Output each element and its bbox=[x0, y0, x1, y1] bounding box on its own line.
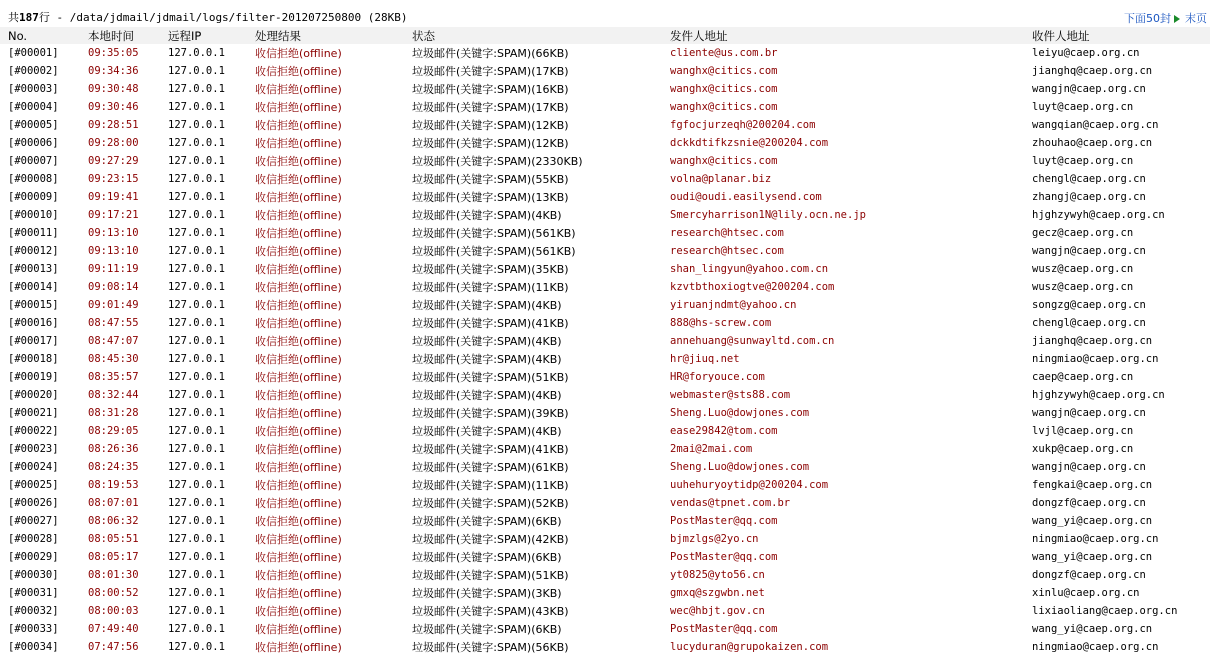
table-row[interactable] bbox=[0, 116, 1210, 134]
row-result: 收信拒绝(offline) bbox=[255, 407, 342, 420]
row-result: 收信拒绝(offline) bbox=[255, 83, 342, 96]
row-number: [#00028] bbox=[8, 533, 59, 545]
row-sender: ease29842@tom.com bbox=[670, 425, 778, 437]
row-sender: HR@foryouce.com bbox=[670, 371, 765, 383]
next-page-link[interactable] bbox=[1124, 10, 1182, 26]
table-row[interactable] bbox=[0, 638, 1210, 656]
row-ip: 127.0.0.1 bbox=[168, 497, 225, 509]
row-time: 09:27:29 bbox=[88, 155, 139, 167]
row-status: 垃圾邮件(关键字:SPAM)(561KB) bbox=[412, 227, 576, 240]
table-row[interactable] bbox=[0, 80, 1210, 98]
row-number: [#00025] bbox=[8, 479, 59, 491]
row-recipient: chengl@caep.org.cn bbox=[1032, 317, 1146, 329]
line-count: 187 bbox=[19, 11, 39, 24]
row-ip: 127.0.0.1 bbox=[168, 587, 225, 599]
row-sender: gmxq@szgwbn.net bbox=[670, 587, 765, 599]
row-ip: 127.0.0.1 bbox=[168, 551, 225, 563]
top-bar bbox=[0, 0, 1210, 26]
row-result: 收信拒绝(offline) bbox=[255, 641, 342, 654]
row-result: 收信拒绝(offline) bbox=[255, 173, 342, 186]
row-result: 收信拒绝(offline) bbox=[255, 425, 342, 438]
row-result: 收信拒绝(offline) bbox=[255, 371, 342, 384]
row-recipient: wangjn@caep.org.cn bbox=[1032, 407, 1146, 419]
table-row[interactable] bbox=[0, 566, 1210, 584]
col-header-remote-ip: 远程IP bbox=[160, 27, 247, 44]
row-recipient: lvjl@caep.org.cn bbox=[1032, 425, 1134, 437]
log-table bbox=[0, 27, 1210, 656]
row-recipient: wang_yi@caep.org.cn bbox=[1032, 623, 1153, 635]
row-time: 09:35:05 bbox=[88, 47, 139, 59]
row-result: 收信拒绝(offline) bbox=[255, 443, 342, 456]
table-row[interactable] bbox=[0, 350, 1210, 368]
row-recipient: zhangj@caep.org.cn bbox=[1032, 191, 1146, 203]
row-recipient: leiyu@caep.org.cn bbox=[1032, 47, 1140, 59]
table-row[interactable] bbox=[0, 62, 1210, 80]
row-result: 收信拒绝(offline) bbox=[255, 227, 342, 240]
row-ip: 127.0.0.1 bbox=[168, 317, 225, 329]
row-status: 垃圾邮件(关键字:SPAM)(4KB) bbox=[412, 209, 562, 222]
row-time: 08:47:55 bbox=[88, 317, 139, 329]
row-recipient: dongzf@caep.org.cn bbox=[1032, 569, 1146, 581]
row-status: 垃圾邮件(关键字:SPAM)(17KB) bbox=[412, 101, 569, 114]
row-number: [#00030] bbox=[8, 569, 59, 581]
row-sender: Sheng.Luo@dowjones.com bbox=[670, 407, 810, 419]
row-status: 垃圾邮件(关键字:SPAM)(3KB) bbox=[412, 587, 562, 600]
row-result: 收信拒绝(offline) bbox=[255, 299, 342, 312]
row-result: 收信拒绝(offline) bbox=[255, 281, 342, 294]
row-ip: 127.0.0.1 bbox=[168, 209, 225, 221]
row-status: 垃圾邮件(关键字:SPAM)(39KB) bbox=[412, 407, 569, 420]
row-number: [#00017] bbox=[8, 335, 59, 347]
row-status: 垃圾邮件(关键字:SPAM)(43KB) bbox=[412, 605, 569, 618]
row-time: 08:07:01 bbox=[88, 497, 139, 509]
row-time: 08:26:36 bbox=[88, 443, 139, 455]
row-result: 收信拒绝(offline) bbox=[255, 137, 342, 150]
row-recipient: gecz@caep.org.cn bbox=[1032, 227, 1134, 239]
row-sender: uuhehuryoytidp@200204.com bbox=[670, 479, 829, 491]
row-number: [#00012] bbox=[8, 245, 59, 257]
row-status: 垃圾邮件(关键字:SPAM)(41KB) bbox=[412, 443, 569, 456]
row-number: [#00008] bbox=[8, 173, 59, 185]
row-number: [#00003] bbox=[8, 83, 59, 95]
row-sender: wanghx@citics.com bbox=[670, 83, 778, 95]
summary-prefix: 共 bbox=[8, 11, 19, 24]
row-number: [#00006] bbox=[8, 137, 59, 149]
row-recipient: zhouhao@caep.org.cn bbox=[1032, 137, 1153, 149]
row-status: 垃圾邮件(关键字:SPAM)(11KB) bbox=[412, 281, 569, 294]
row-ip: 127.0.0.1 bbox=[168, 281, 225, 293]
row-sender: 2mai@2mai.com bbox=[670, 443, 753, 455]
row-ip: 127.0.0.1 bbox=[168, 101, 225, 113]
row-time: 09:30:48 bbox=[88, 83, 139, 95]
row-ip: 127.0.0.1 bbox=[168, 407, 225, 419]
row-status: 垃圾邮件(关键字:SPAM)(56KB) bbox=[412, 641, 569, 654]
row-sender: shan_lingyun@yahoo.com.cn bbox=[670, 263, 829, 275]
row-recipient: xinlu@caep.org.cn bbox=[1032, 587, 1140, 599]
row-result: 收信拒绝(offline) bbox=[255, 155, 342, 168]
row-recipient: wangjn@caep.org.cn bbox=[1032, 83, 1146, 95]
row-recipient: wangjn@caep.org.cn bbox=[1032, 245, 1146, 257]
row-ip: 127.0.0.1 bbox=[168, 569, 225, 581]
next-arrow-icon bbox=[1174, 15, 1180, 23]
row-result: 收信拒绝(offline) bbox=[255, 533, 342, 546]
row-time: 08:24:35 bbox=[88, 461, 139, 473]
row-result: 收信拒绝(offline) bbox=[255, 551, 342, 564]
row-ip: 127.0.0.1 bbox=[168, 119, 225, 131]
table-row[interactable] bbox=[0, 296, 1210, 314]
row-time: 08:35:57 bbox=[88, 371, 139, 383]
table-row[interactable] bbox=[0, 170, 1210, 188]
row-time: 09:23:15 bbox=[88, 173, 139, 185]
row-status: 垃圾邮件(关键字:SPAM)(6KB) bbox=[412, 515, 562, 528]
row-recipient: luyt@caep.org.cn bbox=[1032, 155, 1134, 167]
table-row[interactable] bbox=[0, 548, 1210, 566]
row-status: 垃圾邮件(关键字:SPAM)(66KB) bbox=[412, 47, 569, 60]
row-ip: 127.0.0.1 bbox=[168, 533, 225, 545]
row-sender: PostMaster@qq.com bbox=[670, 623, 778, 635]
row-sender: cliente@us.com.br bbox=[670, 47, 778, 59]
row-recipient: luyt@caep.org.cn bbox=[1032, 101, 1134, 113]
table-row[interactable] bbox=[0, 584, 1210, 602]
row-sender: wanghx@citics.com bbox=[670, 155, 778, 167]
row-result: 收信拒绝(offline) bbox=[255, 389, 342, 402]
row-sender: wanghx@citics.com bbox=[670, 65, 778, 77]
row-status: 垃圾邮件(关键字:SPAM)(16KB) bbox=[412, 83, 569, 96]
row-sender: Sheng.Luo@dowjones.com bbox=[670, 461, 810, 473]
row-sender: bjmzlgs@2yo.cn bbox=[670, 533, 759, 545]
row-time: 08:19:53 bbox=[88, 479, 139, 491]
row-status: 垃圾邮件(关键字:SPAM)(4KB) bbox=[412, 353, 562, 366]
row-number: [#00004] bbox=[8, 101, 59, 113]
row-sender: wec@hbjt.gov.cn bbox=[670, 605, 765, 617]
row-status: 垃圾邮件(关键字:SPAM)(561KB) bbox=[412, 245, 576, 258]
row-recipient: xukp@caep.org.cn bbox=[1032, 443, 1134, 455]
row-sender: vendas@tpnet.com.br bbox=[670, 497, 791, 509]
row-status: 垃圾邮件(关键字:SPAM)(17KB) bbox=[412, 65, 569, 78]
row-ip: 127.0.0.1 bbox=[168, 479, 225, 491]
row-status: 垃圾邮件(关键字:SPAM)(12KB) bbox=[412, 119, 569, 132]
row-result: 收信拒绝(offline) bbox=[255, 119, 342, 132]
row-status: 垃圾邮件(关键字:SPAM)(6KB) bbox=[412, 551, 562, 564]
row-status: 垃圾邮件(关键字:SPAM)(2330KB) bbox=[412, 155, 583, 168]
row-result: 收信拒绝(offline) bbox=[255, 623, 342, 636]
row-recipient: wangjn@caep.org.cn bbox=[1032, 461, 1146, 473]
col-header-sender: 发件人地址 bbox=[662, 27, 1024, 44]
row-result: 收信拒绝(offline) bbox=[255, 479, 342, 492]
row-sender: PostMaster@qq.com bbox=[670, 551, 778, 563]
row-recipient: jianghq@caep.org.cn bbox=[1032, 335, 1153, 347]
row-number: [#00020] bbox=[8, 389, 59, 401]
table-row[interactable] bbox=[0, 314, 1210, 332]
table-row[interactable] bbox=[0, 440, 1210, 458]
row-recipient: wusz@caep.org.cn bbox=[1032, 263, 1134, 275]
row-number: [#00013] bbox=[8, 263, 59, 275]
row-status: 垃圾邮件(关键字:SPAM)(41KB) bbox=[412, 317, 569, 330]
row-ip: 127.0.0.1 bbox=[168, 623, 225, 635]
row-result: 收信拒绝(offline) bbox=[255, 515, 342, 528]
row-recipient: ningmiao@caep.org.cn bbox=[1032, 353, 1159, 365]
row-time: 09:13:10 bbox=[88, 227, 139, 239]
row-result: 收信拒绝(offline) bbox=[255, 317, 342, 330]
row-ip: 127.0.0.1 bbox=[168, 443, 225, 455]
row-number: [#00011] bbox=[8, 227, 59, 239]
row-ip: 127.0.0.1 bbox=[168, 155, 225, 167]
table-row[interactable] bbox=[0, 386, 1210, 404]
row-status: 垃圾邮件(关键字:SPAM)(4KB) bbox=[412, 389, 562, 402]
last-page-label: 末页 bbox=[1185, 12, 1207, 25]
col-header-recipient: 收件人地址 bbox=[1024, 27, 1210, 44]
row-number: [#00009] bbox=[8, 191, 59, 203]
row-sender: volna@planar.biz bbox=[670, 173, 772, 185]
row-time: 08:06:32 bbox=[88, 515, 139, 527]
row-number: [#00033] bbox=[8, 623, 59, 635]
row-result: 收信拒绝(offline) bbox=[255, 245, 342, 258]
table-header-row bbox=[0, 27, 1210, 44]
row-sender: research@htsec.com bbox=[670, 227, 784, 239]
row-result: 收信拒绝(offline) bbox=[255, 497, 342, 510]
row-ip: 127.0.0.1 bbox=[168, 515, 225, 527]
row-number: [#00029] bbox=[8, 551, 59, 563]
table-row[interactable] bbox=[0, 152, 1210, 170]
row-recipient: dongzf@caep.org.cn bbox=[1032, 497, 1146, 509]
row-result: 收信拒绝(offline) bbox=[255, 335, 342, 348]
row-number: [#00031] bbox=[8, 587, 59, 599]
row-sender: oudi@oudi.easilysend.com bbox=[670, 191, 822, 203]
table-row[interactable] bbox=[0, 476, 1210, 494]
row-result: 收信拒绝(offline) bbox=[255, 65, 342, 78]
row-status: 垃圾邮件(关键字:SPAM)(6KB) bbox=[412, 623, 562, 636]
row-time: 08:32:44 bbox=[88, 389, 139, 401]
row-status: 垃圾邮件(关键字:SPAM)(42KB) bbox=[412, 533, 569, 546]
row-status: 垃圾邮件(关键字:SPAM)(4KB) bbox=[412, 299, 562, 312]
table-row[interactable] bbox=[0, 44, 1210, 62]
row-ip: 127.0.0.1 bbox=[168, 605, 225, 617]
row-ip: 127.0.0.1 bbox=[168, 425, 225, 437]
row-time: 08:29:05 bbox=[88, 425, 139, 437]
row-time: 09:28:00 bbox=[88, 137, 139, 149]
row-time: 08:05:17 bbox=[88, 551, 139, 563]
table-row[interactable] bbox=[0, 260, 1210, 278]
row-recipient: wang_yi@caep.org.cn bbox=[1032, 551, 1153, 563]
row-number: [#00007] bbox=[8, 155, 59, 167]
table-row[interactable] bbox=[0, 332, 1210, 350]
row-number: [#00005] bbox=[8, 119, 59, 131]
table-row[interactable] bbox=[0, 530, 1210, 548]
row-sender: dckkdtifkzsnie@200204.com bbox=[670, 137, 829, 149]
row-ip: 127.0.0.1 bbox=[168, 227, 225, 239]
row-result: 收信拒绝(offline) bbox=[255, 209, 342, 222]
row-time: 08:00:52 bbox=[88, 587, 139, 599]
row-time: 07:47:56 bbox=[88, 641, 139, 653]
row-recipient: hjghzywyh@caep.org.cn bbox=[1032, 209, 1165, 221]
next-page-label: 下面50封 bbox=[1124, 12, 1171, 25]
row-ip: 127.0.0.1 bbox=[168, 83, 225, 95]
row-sender: wanghx@citics.com bbox=[670, 101, 778, 113]
row-sender: hr@jiuq.net bbox=[670, 353, 740, 365]
table-row[interactable] bbox=[0, 224, 1210, 242]
row-recipient: ningmiao@caep.org.cn bbox=[1032, 641, 1159, 653]
row-ip: 127.0.0.1 bbox=[168, 353, 225, 365]
row-ip: 127.0.0.1 bbox=[168, 335, 225, 347]
table-row[interactable] bbox=[0, 368, 1210, 386]
table-row[interactable] bbox=[0, 620, 1210, 638]
row-time: 09:30:46 bbox=[88, 101, 139, 113]
col-header-local-time: 本地时间 bbox=[80, 27, 160, 44]
row-time: 09:11:19 bbox=[88, 263, 139, 275]
table-row[interactable] bbox=[0, 512, 1210, 530]
row-recipient: songzg@caep.org.cn bbox=[1032, 299, 1146, 311]
table-row[interactable] bbox=[0, 98, 1210, 116]
row-number: [#00002] bbox=[8, 65, 59, 77]
table-row[interactable] bbox=[0, 206, 1210, 224]
row-sender: lucyduran@grupokaizen.com bbox=[670, 641, 829, 653]
row-number: [#00021] bbox=[8, 407, 59, 419]
row-status: 垃圾邮件(关键字:SPAM)(12KB) bbox=[412, 137, 569, 150]
table-row[interactable] bbox=[0, 278, 1210, 296]
row-ip: 127.0.0.1 bbox=[168, 191, 225, 203]
row-sender: yiruanjndmt@yahoo.cn bbox=[670, 299, 797, 311]
row-time: 08:31:28 bbox=[88, 407, 139, 419]
row-ip: 127.0.0.1 bbox=[168, 299, 225, 311]
row-time: 08:05:51 bbox=[88, 533, 139, 545]
row-number: [#00016] bbox=[8, 317, 59, 329]
row-result: 收信拒绝(offline) bbox=[255, 47, 342, 60]
row-number: [#00032] bbox=[8, 605, 59, 617]
row-recipient: wusz@caep.org.cn bbox=[1032, 281, 1134, 293]
row-recipient: chengl@caep.org.cn bbox=[1032, 173, 1146, 185]
row-time: 09:08:14 bbox=[88, 281, 139, 293]
row-ip: 127.0.0.1 bbox=[168, 263, 225, 275]
table-row[interactable] bbox=[0, 134, 1210, 152]
table-row[interactable] bbox=[0, 458, 1210, 476]
table-row[interactable] bbox=[0, 242, 1210, 260]
row-recipient: fengkai@caep.org.cn bbox=[1032, 479, 1153, 491]
row-status: 垃圾邮件(关键字:SPAM)(4KB) bbox=[412, 425, 562, 438]
row-status: 垃圾邮件(关键字:SPAM)(55KB) bbox=[412, 173, 569, 186]
row-number: [#00010] bbox=[8, 209, 59, 221]
table-row[interactable] bbox=[0, 404, 1210, 422]
row-status: 垃圾邮件(关键字:SPAM)(51KB) bbox=[412, 371, 569, 384]
row-time: 09:01:49 bbox=[88, 299, 139, 311]
row-ip: 127.0.0.1 bbox=[168, 173, 225, 185]
col-header-no: No. bbox=[0, 27, 80, 44]
row-ip: 127.0.0.1 bbox=[168, 47, 225, 59]
row-sender: Smercyharrison1N@lily.ocn.ne.jp bbox=[670, 209, 866, 221]
row-number: [#00024] bbox=[8, 461, 59, 473]
row-time: 09:19:41 bbox=[88, 191, 139, 203]
row-recipient: caep@caep.org.cn bbox=[1032, 371, 1134, 383]
row-sender: annehuang@sunwayltd.com.cn bbox=[670, 335, 835, 347]
row-sender: yt0825@yto56.cn bbox=[670, 569, 765, 581]
row-result: 收信拒绝(offline) bbox=[255, 569, 342, 582]
row-result: 收信拒绝(offline) bbox=[255, 101, 342, 114]
row-ip: 127.0.0.1 bbox=[168, 137, 225, 149]
log-summary bbox=[8, 9, 408, 25]
row-time: 08:00:03 bbox=[88, 605, 139, 617]
row-status: 垃圾邮件(关键字:SPAM)(51KB) bbox=[412, 569, 569, 582]
row-result: 收信拒绝(offline) bbox=[255, 263, 342, 276]
row-sender: webmaster@sts88.com bbox=[670, 389, 791, 401]
row-number: [#00026] bbox=[8, 497, 59, 509]
row-ip: 127.0.0.1 bbox=[168, 641, 225, 653]
row-time: 08:47:07 bbox=[88, 335, 139, 347]
table-row[interactable] bbox=[0, 422, 1210, 440]
row-result: 收信拒绝(offline) bbox=[255, 605, 342, 618]
row-sender: fgfocjurzeqh@200204.com bbox=[670, 119, 816, 131]
row-status: 垃圾邮件(关键字:SPAM)(52KB) bbox=[412, 497, 569, 510]
row-recipient: hjghzywyh@caep.org.cn bbox=[1032, 389, 1165, 401]
row-recipient: lixiaoliang@caep.org.cn bbox=[1032, 605, 1178, 617]
row-time: 09:17:21 bbox=[88, 209, 139, 221]
row-number: [#00015] bbox=[8, 299, 59, 311]
row-result: 收信拒绝(offline) bbox=[255, 191, 342, 204]
row-status: 垃圾邮件(关键字:SPAM)(35KB) bbox=[412, 263, 569, 276]
row-number: [#00034] bbox=[8, 641, 59, 653]
row-sender: PostMaster@qq.com bbox=[670, 515, 778, 527]
row-time: 09:13:10 bbox=[88, 245, 139, 257]
row-time: 09:28:51 bbox=[88, 119, 139, 131]
row-recipient: ningmiao@caep.org.cn bbox=[1032, 533, 1159, 545]
row-result: 收信拒绝(offline) bbox=[255, 353, 342, 366]
summary-path: 行 - /data/jdmail/jdmail/logs/filter-201207250800 (28KB) bbox=[38, 11, 408, 24]
row-number: [#00023] bbox=[8, 443, 59, 455]
row-time: 07:49:40 bbox=[88, 623, 139, 635]
row-status: 垃圾邮件(关键字:SPAM)(11KB) bbox=[412, 479, 569, 492]
row-ip: 127.0.0.1 bbox=[168, 371, 225, 383]
row-result: 收信拒绝(offline) bbox=[255, 587, 342, 600]
row-status: 垃圾邮件(关键字:SPAM)(13KB) bbox=[412, 191, 569, 204]
row-ip: 127.0.0.1 bbox=[168, 461, 225, 473]
last-page-link[interactable] bbox=[1185, 10, 1207, 26]
col-header-status: 状态 bbox=[404, 27, 662, 44]
col-header-result: 处理结果 bbox=[247, 27, 404, 44]
row-sender: research@htsec.com bbox=[670, 245, 784, 257]
row-recipient: wangqian@caep.org.cn bbox=[1032, 119, 1159, 131]
row-number: [#00027] bbox=[8, 515, 59, 527]
row-number: [#00022] bbox=[8, 425, 59, 437]
row-time: 09:34:36 bbox=[88, 65, 139, 77]
row-ip: 127.0.0.1 bbox=[168, 389, 225, 401]
row-ip: 127.0.0.1 bbox=[168, 65, 225, 77]
row-status: 垃圾邮件(关键字:SPAM)(61KB) bbox=[412, 461, 569, 474]
row-number: [#00014] bbox=[8, 281, 59, 293]
row-sender: kzvtbthoxiogtve@200204.com bbox=[670, 281, 835, 293]
table-row[interactable] bbox=[0, 602, 1210, 620]
table-row[interactable] bbox=[0, 188, 1210, 206]
row-time: 08:45:30 bbox=[88, 353, 139, 365]
row-time: 08:01:30 bbox=[88, 569, 139, 581]
row-status: 垃圾邮件(关键字:SPAM)(4KB) bbox=[412, 335, 562, 348]
row-number: [#00018] bbox=[8, 353, 59, 365]
row-recipient: wang_yi@caep.org.cn bbox=[1032, 515, 1153, 527]
row-ip: 127.0.0.1 bbox=[168, 245, 225, 257]
row-sender: 888@hs-screw.com bbox=[670, 317, 772, 329]
table-row[interactable] bbox=[0, 494, 1210, 512]
row-result: 收信拒绝(offline) bbox=[255, 461, 342, 474]
row-number: [#00001] bbox=[8, 47, 59, 59]
row-number: [#00019] bbox=[8, 371, 59, 383]
row-recipient: jianghq@caep.org.cn bbox=[1032, 65, 1153, 77]
